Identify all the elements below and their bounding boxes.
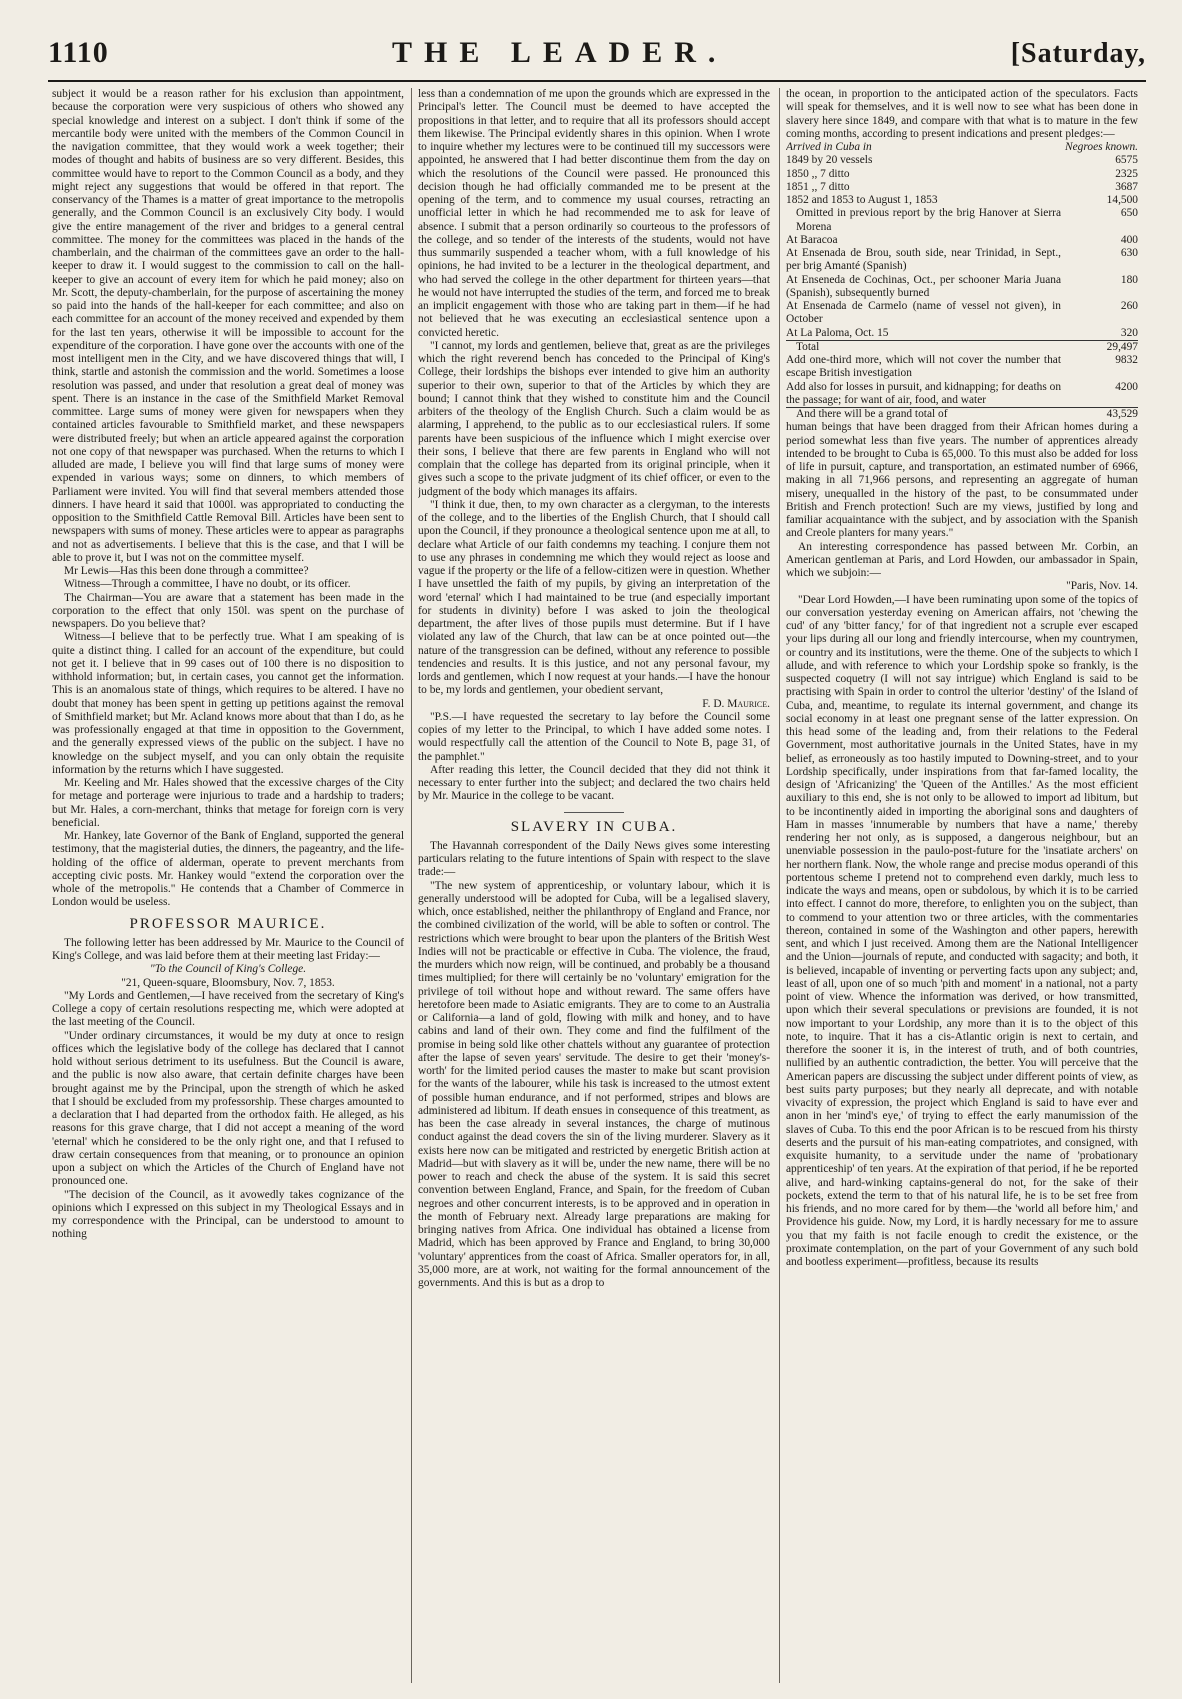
table-row	[786, 354, 1138, 381]
table-row-value: 43,529	[1061, 408, 1138, 422]
paragraph: Mr Lewis—Has this been done through a committee?	[64, 565, 309, 577]
paragraph: subject it would be a reason rather for his exclusion than appointment, because the corporation were very suspicious of others who showed any special knowledge and interest on a subject. I don't think if some of the mercantile body were united with the members of the Common Council in the navigation committee, that they would work a week together; their modes of thought and habits of business are so very different. Besides, this committee would have to report to the Common Council as a body, and they might reject any suggestions that would be offered in that report. The conservancy of the Thames is a matter of great importance to the metropolis generally, and the Common Council is an exclusively City body. I would give the entire management of the river and bridges to a general central committee. The money for the committees was placed in the hands of the chamberlain, and the chairman of the committees gave an order to the hall-keeper to draw it. I would suggest to the commission to call on the hall-keeper to give an account of every item for which he paid money; also on Mr. Scott, the deputy-chamberlain, for the purpose of ascertaining the money so paid into the hands of the hall-keeper for each committee; and also on each committee for an account of the money received and expended by them for the last ten years, otherwise it will be impossible to account for the expenditure of the corporation. I have gone over the accounts with one of the most intelligent men in the City, and we have discovered things that will, I think, startle and astonish the commission and the world. Sometimes a loose resolution was passed, and under that resolution a great deal of money was spent. There is an instance in the case of the Smithfield Market Removal committee. Large sums of money were given for newspapers when they contained articles favourable to Smithfield market, and these newspapers were distributed freely; but when an article appeared against the corporation not one copy of that newspaper was purchased. When the returns to which I alluded are made, I believe you will find that large sums of money were expended in various ways; some on dinners, to which members of Parliament were invited. You will find that several members attended those dinners. I have heard it said that 1000l. was appropriated to conducting the opposition to the Smithfield Cattle Removal Bill. Articles have been sent to newspapers with sums of money. These articles were to appear as paragraphs and not as advertisements. I believe that this is the case, and that I will be able to prove it, but I was not on the committee myself.	[52, 88, 404, 564]
paragraph: The following letter has been addressed by Mr. Maurice to the Council of King's College, and was laid before them at their meeting last Friday:—	[52, 936, 404, 962]
paragraph: After reading this letter, the Council decided that they did not think it necessary to enter further into the subject; and declared the two chairs held by Mr. Maurice in the college to be vacant.	[418, 763, 770, 803]
table-row-label: 1850 ,, 7 ditto	[786, 167, 850, 180]
letter-date: "Paris, Nov. 14.	[1066, 580, 1138, 593]
column-2	[418, 88, 770, 1683]
table-row	[786, 300, 1138, 327]
paragraph: the ocean, in proportion to the anticipated action of the speculators. Facts will speak for themselves, and it is well now to see what has been done in slavery here since 1849, and compare with that what is to mature in the few coming months, according to present indications and present pledges:—	[786, 88, 1138, 140]
masthead	[48, 36, 1146, 82]
paragraph: Mr. Hankey, late Governor of the Bank of England, supported the general testimony, that the magisterial duties, the dinners, the pageantry, and the life-holding of the office of alderman, operate to prevent merchants from accepting civic posts. Mr. Hankey would "extend the corporation over the whole of the metropolis." He contends that a Chamber of Commerce in London would be useless.	[52, 830, 404, 909]
table-row-value: 260	[1120, 300, 1138, 312]
table-row-value: 320	[1120, 326, 1138, 339]
table-row	[786, 327, 1138, 341]
table-row	[786, 207, 1138, 234]
table-row	[786, 194, 1138, 207]
table-row	[786, 381, 1138, 408]
paragraph: "The new system of apprenticeship, or voluntary labour, which it is generally understood will be adopted for Cuba, will be a legalised slavery, which, once established, neither the philanthropy of England and France, nor the combined civilization of the world, will be able to soften or control. The restrictions which were brought to bear upon the planters of the British West Indies will not be practicable or effective in Cuba. The violence, the fraud, the murders which now reign, will be continued, and probably be a thousand times multiplied; for there will certainly be no 'voluntary' emigration for the privilege of toil without hope and without reward. The same offers have heretofore been made to Asiatic emigrants. They are to come to an Australia or California—a land of gold, flowing with milk and honey, and to have cabins and land of their own. They come and find the fulfilment of the promise in being sold like other chattels without any guarantee of protection after the lapse of seven years' servitude. The desire to get their 'money's-worth' for the limited period causes the master to make but scant provision for the wants of the labourer, while his task is increased to the utmost extent of possible human endurance, and if not performed, stripes and blows are administered ad libitum. If death ensues in consequence of this treatment, as has been the case already in several instances, the charge of mutinous conduct against the dead covers the sin of the living murderer. Slavery as it exists here now can be mitigated and restricted by energetic British action at Madrid—but with slavery as it will be, under the new name, there will be no power to reach and check the abuse of the system. It is said this secret convention between England, France, and Spain, for the freedom of Cuban negroes and other concurrent interests, is to be approved and in operation in the month of February next. Already large preparations are making for bringing natives from Africa. One individual has obtained a license from Madrid, which has been approved by France and England, to bring 30,000 'voluntary' apprentices from the coast of Africa. Smaller operators for, in all, 35,000 more, are at work, not waiting for the formal announcement of the governments. And this is but as a drop to	[418, 879, 770, 1289]
table-header-label: Arrived in Cuba in	[786, 141, 872, 153]
table-row-label: 1849 by 20 vessels	[786, 154, 873, 167]
table-row-value: 630	[1120, 247, 1138, 259]
table-row-label: Add one-third more, which will not cover the number that escape British investigation	[786, 354, 1062, 380]
table-row-label: And there will be a grand total of	[786, 408, 1061, 422]
table-row-value: 29,497	[1061, 340, 1138, 354]
table-row-value: 14,500	[1106, 194, 1138, 206]
letter-date: "21, Queen-square, Bloomsbury, Nov. 7, 1853.	[121, 976, 335, 989]
table-row-label: Add also for losses in pursuit, and kidnapping; for deaths on the passage; for want of air, food, and water	[786, 380, 1062, 406]
paragraph: human beings that have been dragged from their African homes during a period somewhat less than five years. The number of apprentices already intended to be brought to Cuba is 65,000. To this must also be added for loss of life in pursuit, capture, and transportation, an estimated number of 6966, making in all 71,966 persons, and representing an aggregate of human misery, unequalled in the history of the past, to be consummated under British and French protection! Such are my views, justified by long and familiar acquaintance with the subject, and by association with the Spanish and Creole planters for many years."	[786, 421, 1138, 540]
section-heading-maurice: PROFESSOR MAURICE.	[129, 915, 327, 932]
paragraph: The Havannah correspondent of the Daily News gives some interesting particulars relating to the future intentions of Spain with respect to the slave trade:—	[418, 839, 770, 879]
paragraph: "P.S.—I have requested the secretary to lay before the Council some copies of my letter to the Principal, to which I have added some notes. I would respectfully call the attention of the Council to Note B, page 31, of the pamphlet."	[418, 710, 770, 763]
table-row-label: Omitted in previous report by the brig Hanover at Sierra Morena	[796, 207, 1062, 233]
section-divider	[564, 812, 624, 813]
paragraph: Witness—I believe that to be perfectly true. What I am speaking of is quite a distinct thing. I called for an account of the expenditure, but could not get it. I believe that in 99 cases out of 100 there is no disposition to withhold information; but, in certain cases, you cannot get the information. This is an anomalous state of things, which requires to be altered. I have no doubt that money has been spent in getting up petitions against the removal of Smithfield market; but Mr. Acland knows more about that than I do, as he was professionally engaged at that time in opposition to the Government, and the generally expressed views of the public on the subject. I have no knowledge on the subject myself, and you can only obtain the requisite information by the returns which I have suggested.	[52, 631, 404, 776]
table-header-row	[786, 141, 1138, 154]
paragraph: "The decision of the Council, as it avowedly takes cognizance of the opinions which I expressed on this subject in my Theological Essays and in my correspondence with the Principal, can be understood to amount to nothing	[52, 1188, 404, 1241]
paragraph: "My Lords and Gentlemen,—I have received from the secretary of King's College a copy of certain resolutions respecting me, which were adopted at the last meeting of the Council.	[52, 989, 404, 1029]
table-row-value: 650	[1120, 207, 1138, 220]
paragraph: "Under ordinary circumstances, it would be my duty at once to resign offices which the legislative body of the college has declared that I cannot hold without serious detriment to its usefulness. But the Council is aware, and the public is now also aware, that certain definite charges have been brought against me by the Principal, upon the strength of which he asked that I should be excluded from my professorship. These charges amounted to a declaration that I had departed from the orthodox faith. He alleged, as his reasons for this grave charge, that I did not accept a meaning of the word 'eternal' which he considered to be the only right one, and that I refused to draw certain consequences from that meaning, or to pronounce an opinion upon a subject on which the Articles of the Church of England have not pronounced one.	[52, 1029, 404, 1188]
table-row-value: 9832	[1115, 354, 1138, 366]
table-row	[786, 408, 1138, 422]
paragraph: An interesting correspondence has passed between Mr. Corbin, an American gentleman at Paris, and Lord Howden, our ambassador in Spain, which we subjoin:—	[786, 540, 1138, 579]
table-row-value: 400	[1120, 233, 1138, 246]
table-row-label: 1851 ,, 7 ditto	[786, 180, 850, 193]
column-1	[52, 88, 404, 1683]
table-row	[786, 247, 1138, 274]
table-row	[786, 154, 1138, 167]
newspaper-title: THE LEADER.	[392, 36, 728, 69]
paragraph: Witness—Through a committee, I have no doubt, or its officer.	[64, 578, 351, 591]
page-number: 1110	[48, 36, 109, 69]
column-rule-left	[411, 88, 412, 1683]
table-row-value: 6575	[1115, 154, 1138, 167]
column-rule-right	[779, 88, 780, 1683]
paragraph: Mr. Keeling and Mr. Hales showed that the excessive charges of the City for metage and porterage were injurious to trade and a hardship to traders; but Mr. Hales, a corn-merchant, thinks that metage for foreign corn is very beneficial.	[52, 777, 404, 829]
table-row-label: 1852 and 1853 to August 1, 1853	[786, 194, 938, 206]
table-row	[786, 168, 1138, 181]
table-header-value: Negroes known.	[1065, 141, 1138, 153]
table-row-value: 2325	[1115, 167, 1138, 180]
slave-arrivals-table	[786, 141, 1138, 421]
table-row	[786, 234, 1138, 247]
table-row-label: At La Paloma, Oct. 15	[786, 326, 889, 339]
table-row-label: Total	[786, 340, 1061, 354]
table-row-value: 3687	[1115, 180, 1138, 193]
table-row	[786, 274, 1138, 301]
paragraph: "Dear Lord Howden,—I have been ruminating upon some of the topics of our conversation yesterday evening on American affairs, not 'chewing the cud' of any 'bitter fancy,' for of that ingredient not a scruple ever escaped your lips during all our long and friendly intercourse, when my countrymen, or country and its institutions, were the theme. One of the subjects to which I allude, and with reference to which your Lordship spoke so frankly, is the suspected coquetry (I will not say intrigue) which England is said to be practising with Spain in order to control the ulterior 'destiny' of the Island of Cuba, and, meantime, to regulate its internal government, and change its social economy in at least one pregnant sense of the latter expression. On this head some of the leading and, from their relations to the Federal Government, most authoritative journals in the United States, have in my belief, as erroneously as too hastily imputed to Downing-street, and to your Lordship specifically, under inspirations from that far-famed locality, the design of 'Africanizing' the 'Queen of the Antilles.' As the most efficient auxiliary to this end, she is not only to be allowed to import ad libitum, but to be incontinently aided in importing the aboriginal sons and daughters of Ham in masses 'innumerable by numbers that have a name,' thereby rendering her not only, as is supposed, a dangerous neighbour, but an unenviable possession in the paulo-post-future for the 'insatiate archers' on her northern flank. Now, the whole range and precise modus operandi of this portentous scheme I pretend not to comprehend even darkly, much less to indicate the ways and means, open or subdolous, by which it is to be carried into effect. I cannot do more, therefore, to enlighten you on the subject, than to commend to your attention two or three articles, with the commentaries thereon, contained in some of the Washington and other papers, herewith sent, and which I just received. Among them are the National Intelligencer and the Union—journals of repute, and conducted with sagacity; and both, it is believed, incapable of inventing or perverting facts upon any subject; and, least of all, upon one of so much 'pith and moment' in a national, not a party point of view. Whence the information was derived, or how transmitted, upon which their several speculations or previsions are founded, it is not now important to your Lordship, any more than it is to the object of this note, to inquire. That it has a cis-Atlantic origin is next to certain, and therefore the sooner it is, in the interest of truth, and of both countries, nullified by an authentic contradiction, the better. You will perceive that the American papers are discussing the subject under different points of view, as best suits party purposes; but they nearly all deprecate, and with notable vivacity of expression, the project which England is said to have ever and anon in her 'mind's eye,' of trying to effect the early manumission of the slaves of Cuba. To this end the poor African is to be rescued from his thirsty deserts and the pursuit of his man-eating compatriotes, and consigned, with exquisite humanity, to a servitude under the name of 'probationary apprenticeship' of ten years. At the expiration of that period, if he be reported alive, and hard-winking captains-general do not, for the sake of their pockets, extend the term to that of his natural life, he is to be set free from his friends, and no more cared for by them—the 'world all before him,' and Providence his guide. Now, my Lord, it is hardly necessary for me to assure you that my faith is not facile enough to credit the existence, or the proximate contemplation, on the part of your Government of any such bold and bootless experiment—profitless, because its results	[786, 593, 1138, 1268]
section-heading-slavery: SLAVERY IN CUBA.	[510, 818, 678, 835]
table-row-label: At Baracoa	[786, 233, 838, 246]
table-row	[786, 340, 1138, 354]
letter-signature: F. D. Maurice.	[702, 697, 770, 710]
table-row	[786, 181, 1138, 194]
table-row-value: 4200	[1115, 380, 1138, 393]
issue-day: [ Saturday,	[1011, 38, 1146, 70]
column-3	[786, 88, 1138, 1683]
table-row-label: At Ensenada de Carmelo (name of vessel not given), in October	[786, 300, 1062, 326]
letter-address: "To the Council of King's College.	[149, 963, 307, 976]
table-row-label: At Enseneda de Cochinas, Oct., per schooner Maria Juana (Spanish), subsequently burned	[786, 273, 1062, 299]
paragraph: "I cannot, my lords and gentlemen, believe that, great as are the privileges which the right reverend bench has conceded to the Principal of King's College, their lordships the bishops ever intended to give him an authority superior to their own, superior to that of the Articles by which they are bound; I cannot think that they wished to constitute him and the Council arbiters of the theology of the English Church. Such a claim would be as alarming, I apprehend, to the public as to our ecclesiastical rulers. If some parents have been suspicious of the influence which I might exercise over their sons, I believe that there are few parents in England who will not complain that the college has departed from its original principle, when it gives such a scope to the private judgment of its chief officer, or even to the judgment of the body which manages its affairs.	[418, 339, 770, 498]
table-row-label: At Ensenada de Brou, south side, near Trinidad, in Sept., per brig Amanté (Spanish)	[786, 247, 1062, 273]
paragraph: The Chairman—You are aware that a statement has been made in the corporation to the effect that only 150l. was spent on the purchase of newspapers. Do you believe that?	[52, 591, 404, 630]
table-row-value: 180	[1120, 273, 1138, 286]
paragraph: "I think it due, then, to my own character as a clergyman, to the interests of the college, and to the liberties of the English Church, that I should call upon the Council, if they pronounce a theological sentence upon me at all, to declare what Article of our faith condemns my teaching. I conjure them not to use any phrases in condemning me which they would reject as loose and vague if the property or the life of a fellow-citizen were in question. Whether I have unsettled the faith of my pupils, by giving an interpretation of the word 'eternal' which I had maintained to be true (and especially important for students in divinity) before I was asked to join the theological department, the after lives of those pupils must determine. But if I have violated any law of the Church, that law can be at once pointed out—the nature of the transgression can be defined, without any reference to possible tendencies and results. It is this justice, and not any personal favour, my lords and gentlemen, which I now request at your hands.—I have the honour to be, my lords and gentlemen, your obedient servant,	[418, 498, 770, 697]
paragraph: less than a condemnation of me upon the grounds which are expressed in the Principal's letter. The Council must be deemed to have accepted the propositions in that letter, and to require that all its professors should accept them likewise. The Principal evidently shares in this opinion. When I wrote to inquire whether my lectures were to be continued till my successors were appointed, he answered that I had better discontinue them from the day on which the resolutions of the Council were passed. He pronounced this decision though he had officially commanded me to be present at the opening of the term, and to commence my usual courses, retracting an unofficial letter in which he had recommended me to ask for leave of absence. I submit that a person ordinarily so courteous to the professors of the college, and so tender of the interests of the students, would not have thus summarily suspended a teacher whom, with a full knowledge of his opinions, he had invited to be a lecturer in the theological department, and who had served the college in the other department for thirteen years—that he would not have interrupted the studies of the term, and forced me to break an implicit engagement with those who are taking part in them—if he had not believed that he was executing an ecclesiastical sentence upon a convicted heretic.	[418, 88, 770, 339]
